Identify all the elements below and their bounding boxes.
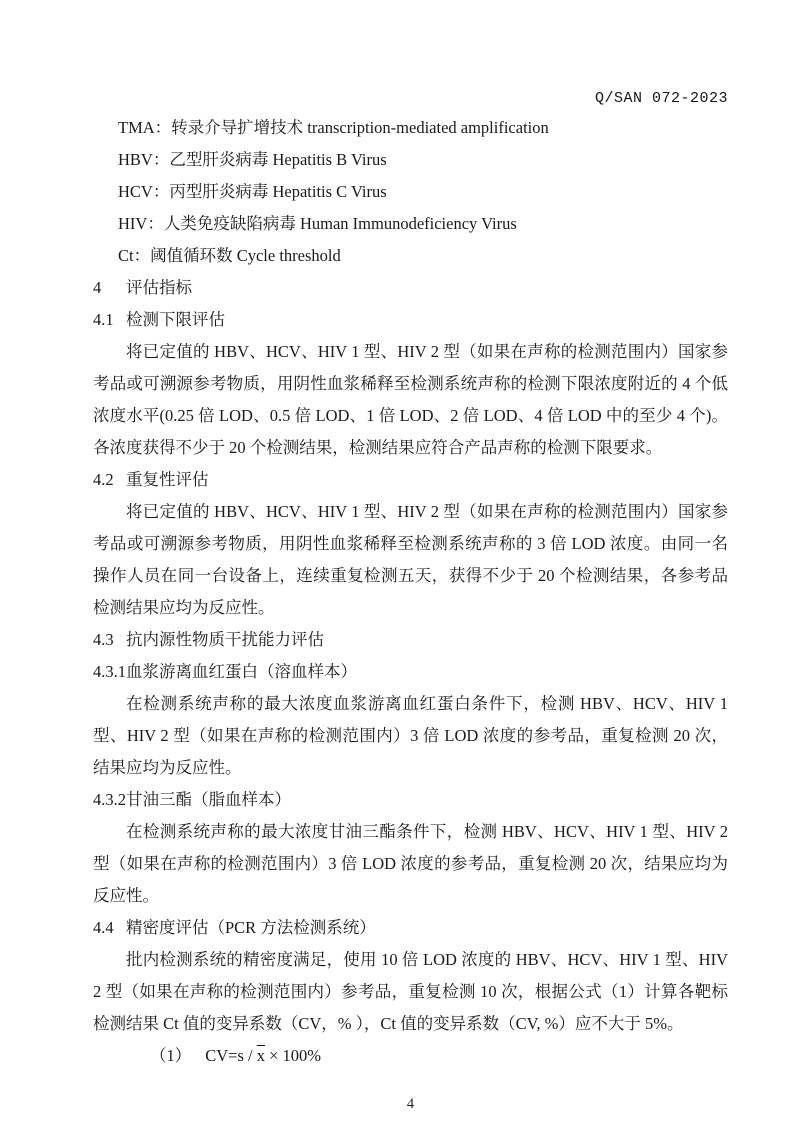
section-title: 检测下限评估	[126, 310, 225, 329]
section-heading-4-3-2	[93, 784, 728, 816]
paragraph-4-2: 将已定值的 HBV、HCV、HIV 1 型、HIV 2 型（如果在声称的检测范围内）国家参考品或可溯源参考物质，用阴性血浆稀释至检测系统声称的 3 倍 LOD 浓度。由同一名操作人员在同一台设备上，连续重复检测五天，获得不少于 20 个检测结果，各参考品检测结果应均为反应性。	[93, 502, 728, 617]
formula-rhs: × 100%	[264, 1046, 322, 1065]
section-title: 重复性评估	[126, 470, 209, 489]
section-number: 4	[93, 278, 102, 297]
section-heading-4	[93, 272, 728, 304]
section-title: 抗内源性物质干扰能力评估	[126, 630, 324, 649]
abbreviation-tma: TMA：转录介导扩增技术 transcription-mediated amplification	[118, 118, 549, 137]
section-title: 甘油三酯（脂血样本）	[126, 790, 291, 809]
formula-lhs: CV=s /	[205, 1046, 257, 1065]
doc-number: Q/SAN 072-2023	[594, 90, 728, 107]
section-title: 评估指标	[126, 278, 192, 297]
section-heading-4-3-1	[93, 656, 728, 688]
abbreviation-ct: Ct：阈值循环数 Cycle threshold	[118, 246, 341, 265]
page-number: 4	[406, 1096, 415, 1112]
section-number: 4.1	[93, 310, 114, 329]
section-title: 血浆游离血红蛋白（溶血样本）	[126, 662, 357, 681]
section-number: 4.3.1	[93, 662, 126, 681]
section-number: 4.3	[93, 630, 114, 649]
paragraph-4-3-1: 在检测系统声称的最大浓度血浆游离血红蛋白条件下，检测 HBV、HCV、HIV 1 型、HIV 2 型（如果在声称的检测范围内）3 倍 LOD 浓度的参考品，重复检测 20 次，结果应均为反应性。	[93, 694, 728, 777]
section-title: 精密度评估（PCR 方法检测系统）	[126, 918, 376, 937]
formula-cv	[93, 1040, 728, 1072]
paragraph-4-1: 将已定值的 HBV、HCV、HIV 1 型、HIV 2 型（如果在声称的检测范围内）国家参考品或可溯源参考物质，用阴性血浆稀释至检测系统声称的检测下限浓度附近的 4 个低浓度水平(0.25 倍 LOD、0.5 倍 LOD、1 倍 LOD、2 倍 LOD、4 倍 LOD 中的至少 4 个)。各浓度获得不少于 20 个检测结果，检测结果应符合产品声称的检测下限要求。	[93, 342, 728, 457]
section-number: 4.4	[93, 918, 114, 937]
paragraph-4-4: 批内检测系统的精密度满足，使用 10 倍 LOD 浓度的 HBV、HCV、HIV 1 型、HIV 2 型（如果在声称的检测范围内）参考品，重复检测 10 次，根据公式（1）计算各靶标检测结果 Ct 值的变异系数（CV，% ），Ct 值的变异系数（CV, %）应不大于 5%。	[93, 950, 728, 1033]
abbreviation-hcv: HCV：丙型肝炎病毒 Hepatitis C Virus	[118, 182, 387, 201]
section-heading-4-3	[93, 624, 728, 656]
document-body	[93, 112, 728, 1072]
formula-label: （1）	[150, 1046, 192, 1065]
section-number: 4.3.2	[93, 790, 126, 809]
section-heading-4-2	[93, 464, 728, 496]
abbreviation-list	[93, 112, 728, 272]
section-heading-4-1	[93, 304, 728, 336]
abbreviation-hiv: HIV：人类免疫缺陷病毒 Human Immunodeficiency Virus	[118, 214, 517, 233]
section-number: 4.2	[93, 470, 114, 489]
formula-xbar: $\overline{x}$	[256, 1046, 265, 1065]
paragraph-4-3-2: 在检测系统声称的最大浓度甘油三酯条件下，检测 HBV、HCV、HIV 1 型、HIV 2 型（如果在声称的检测范围内）3 倍 LOD 浓度的参考品，重复检测 20 次，结果应均为反应性。	[93, 822, 728, 905]
section-heading-4-4	[93, 912, 728, 944]
abbreviation-hbv: HBV：乙型肝炎病毒 Hepatitis B Virus	[118, 150, 387, 169]
